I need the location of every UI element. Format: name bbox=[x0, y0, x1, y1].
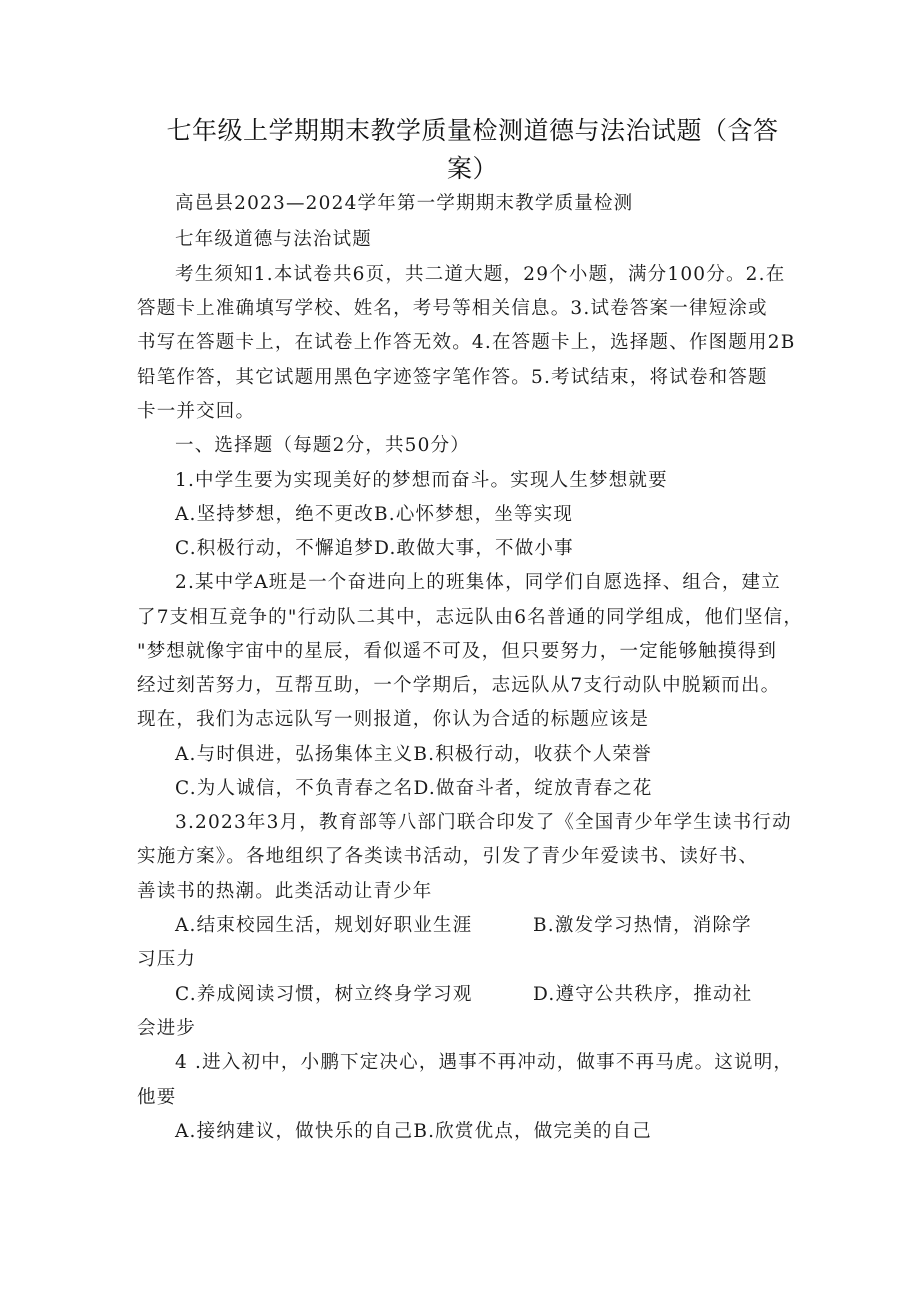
q3-option-d: D.遵守公共秩序，推动社 bbox=[533, 984, 753, 1005]
q2-stem-line: 2.某中学A班是一个奋进向上的班集体，同学们自愿选择、组合，建立 bbox=[175, 572, 781, 593]
q3-option-b-wrap: 习压力 bbox=[137, 949, 197, 970]
exam-name: 高邑县2023—2024学年第一学期期末教学质量检测 bbox=[175, 193, 634, 214]
q4-options-ab: A.接纳建议，做快乐的自己B.欣赏优点，做完美的自己 bbox=[175, 1121, 652, 1142]
q3-option-d-wrap: 会进步 bbox=[137, 1018, 197, 1039]
q3-option-a: A.结束校园生活，规划好职业生涯 bbox=[175, 915, 473, 936]
q3-stem-line: 3.2023年3月，教育部等八部门联合印发了《全国青少年学生读书行动 bbox=[175, 812, 792, 833]
q3-option-c: C.养成阅读习惯，树立终身学习观 bbox=[175, 984, 473, 1005]
q4-stem-line: 他要 bbox=[137, 1087, 177, 1108]
notice-line: 书写在答题卡上，在试卷上作答无效。4.在答题卡上，选择题、作图题用2B bbox=[137, 332, 796, 353]
subject-line: 七年级道德与法治试题 bbox=[175, 229, 373, 250]
q1-stem: 1.中学生要为实现美好的梦想而奋斗。实现人生梦想就要 bbox=[175, 470, 668, 491]
notice-line: 考生须知1.本试卷共6页，共二道大题，29个小题，满分100分。2.在 bbox=[175, 264, 786, 285]
q2-stem-line: 经过刻苦努力，互帮互助，一个学期后，志远队从7支行动队中脱颖而出。 bbox=[137, 675, 781, 696]
notice-line: 卡一并交回。 bbox=[137, 401, 256, 422]
q2-options-cd: C.为人诚信，不负青春之名D.做奋斗者，绽放青春之花 bbox=[175, 778, 653, 799]
section-title: 一、选择题（每题2分，共50分） bbox=[175, 435, 471, 456]
q2-options-ab: A.与时俱进，弘扬集体主义B.积极行动，收获个人荣誉 bbox=[175, 744, 652, 765]
q2-stem-line: 了7支相互竞争的"行动队二其中，志远队由6名普通的同学组成，他们坚信， bbox=[137, 607, 804, 628]
q1-options-ab: A.坚持梦想，绝不更改B.心怀梦想，坐等实现 bbox=[175, 504, 574, 525]
notice-line: 铅笔作答，其它试题用黑色字迹签字笔作答。5.考试结束，将试卷和答题 bbox=[137, 367, 768, 388]
q3-option-b: B.激发学习热情，消除学 bbox=[533, 915, 752, 936]
q3-stem-line: 善读书的热潮。此类活动让青少年 bbox=[137, 881, 433, 902]
q3-stem-line: 实施方案》。各地组织了各类读书活动，引发了青少年爱读书、读好书、 bbox=[137, 846, 759, 867]
title-line-1: 七年级上学期期末教学质量检测道德与法治试题（含答 bbox=[166, 116, 779, 145]
q4-stem-line: 4 .进入初中，小鹏下定决心，遇事不再冲动，做事不再马虎。这说明， bbox=[175, 1052, 794, 1073]
notice-line: 答题卡上准确填写学校、姓名，考号等相关信息。3.试卷答案一律短涂或 bbox=[137, 298, 768, 319]
title-line-2: 案） bbox=[446, 154, 498, 183]
q2-stem-line: 现在，我们为志远队写一则报道，你认为合适的标题应该是 bbox=[137, 709, 650, 730]
q1-options-cd: C.积极行动，不懈追梦D.敢做大事，不做小事 bbox=[175, 538, 574, 559]
document-title bbox=[165, 112, 780, 188]
q2-stem-line: "梦想就像宇宙中的星辰，看似遥不可及，但只要努力，一定能够触摸得到 bbox=[137, 641, 778, 662]
